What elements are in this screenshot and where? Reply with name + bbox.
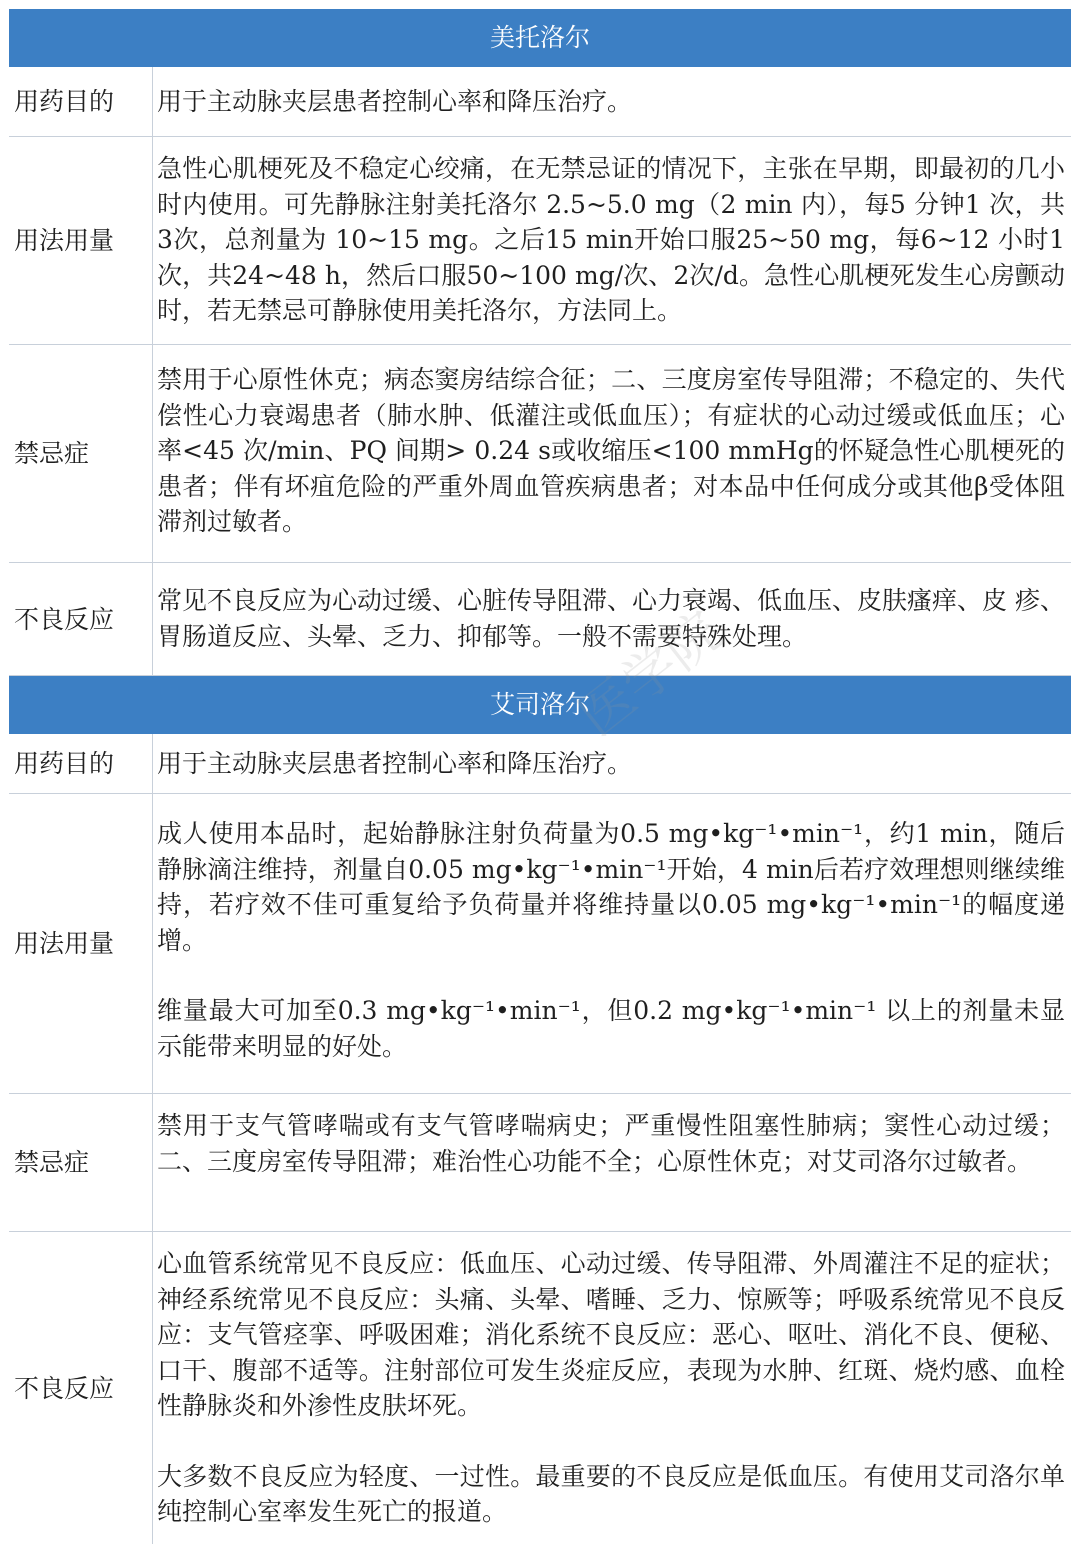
- table-row: [9, 1232, 1071, 1544]
- row-text: 心血管系统常见不良反应：低血压、心动过缓、传导阻滞、外周灌注不足的症状；神经系统常见不良反应：头痛、头晕、嗜睡、乏力、惊厥等；呼吸系统常见不良反应：支气管痉挛、呼吸困难；消化系统不良反应：恶心、呕吐、消化不良、便秘、口干、腹部不适等。注射部位可发生炎症反应，表现为水肿、红斑、烧灼感、血栓性静脉炎和外渗性皮肤坏死。: [157, 1249, 1065, 1420]
- row-label: 禁忌症: [9, 1094, 153, 1231]
- table-row: [9, 734, 1071, 794]
- row-label: 用药目的: [9, 67, 153, 136]
- row-label: 用药目的: [9, 734, 153, 793]
- table-row: [9, 794, 1071, 1094]
- table-row: [9, 67, 1071, 137]
- row-text: 用于主动脉夹层患者控制心率和降压治疗。: [157, 748, 633, 778]
- row-text: 用于主动脉夹层患者控制心率和降压治疗。: [157, 86, 633, 116]
- row-label: 用法用量: [9, 137, 153, 344]
- row-label: 用法用量: [9, 794, 153, 1093]
- row-text: 禁用于支气管哮喘或有支气管哮喘病史；严重慢性阻塞性肺病；窦性心动过缓；二、三度房室传导阻滞；难治性心功能不全；心原性休克；对艾司洛尔过敏者。: [157, 1111, 1065, 1176]
- table-row: [9, 345, 1071, 563]
- row-value: [153, 137, 1071, 344]
- watermark: 医学院: [566, 598, 734, 749]
- row-value: [153, 345, 1071, 562]
- row-value: [153, 1232, 1071, 1544]
- row-label: 不良反应: [9, 563, 153, 675]
- row-value: [153, 563, 1071, 675]
- table-row: [9, 137, 1071, 345]
- row-text: 维量最大可加至0.3 mg•kg⁻¹•min⁻¹，但0.2 mg•kg⁻¹•min⁻¹ 以上的剂量未显示能带来明显的好处。: [157, 996, 1065, 1061]
- drug-table: [9, 9, 1071, 1544]
- row-label: 禁忌症: [9, 345, 153, 562]
- row-text: 成人使用本品时，起始静脉注射负荷量为0.5 mg•kg⁻¹•min⁻¹，约1 min，随后静脉滴注维持，剂量自0.05 mg•kg⁻¹•min⁻¹开始，4 min后若疗效理想则继续维持，若疗效不佳可重复给予负荷量并将维持量以0.05 mg•kg⁻¹•min⁻¹的幅度递增。: [157, 819, 1065, 955]
- row-value: [153, 67, 1071, 136]
- row-value: [153, 1094, 1071, 1231]
- section-header-esmolol: 艾司洛尔: [9, 676, 1071, 734]
- row-text: 常见不良反应为心动过缓、心脏传导阻滞、心力衰竭、低血压、皮肤瘙痒、皮 疹、胃肠道反应、头晕、乏力、抑郁等。一般不需要特殊处理。: [157, 586, 1065, 651]
- row-value: [153, 794, 1071, 1093]
- row-value: [153, 734, 1071, 793]
- row-text: 禁用于心原性休克；病态窦房结综合征；二、三度房室传导阻滞；不稳定的、失代偿性心力衰竭患者（肺水肿、低灌注或低血压）；有症状的心动过缓或低血压；心率<45 次/min、PQ 间期> 0.24 s或收缩压<100 mmHg的怀疑急性心肌梗死的患者；伴有坏疽危险的严重外周血管疾病患者；对本品中任何成分或其他β受体阻滞剂过敏者。: [157, 365, 1065, 536]
- row-text: 急性心肌梗死及不稳定心绞痛，在无禁忌证的情况下，主张在早期，即最初的几小时内使用。可先静脉注射美托洛尔 2.5~5.0 mg（2 min 内），每5 分钟1 次，共3次，总剂量为 10~15 mg。之后15 min开始口服25~50 mg，每6~12 小时1次，共24~48 h，然后口服50~100 mg/次、2次/d。急性心肌梗死发生心房颤动时，若无禁忌可静脉使用美托洛尔，方法同上。: [157, 154, 1065, 325]
- row-text: 大多数不良反应为轻度、一过性。最重要的不良反应是低血压。有使用艾司洛尔单纯控制心室率发生死亡的报道。: [157, 1461, 1065, 1526]
- table-row: [9, 1094, 1071, 1232]
- row-label: 不良反应: [9, 1232, 153, 1544]
- section-header-metoprolol: 美托洛尔: [9, 9, 1071, 67]
- table-row: [9, 563, 1071, 676]
